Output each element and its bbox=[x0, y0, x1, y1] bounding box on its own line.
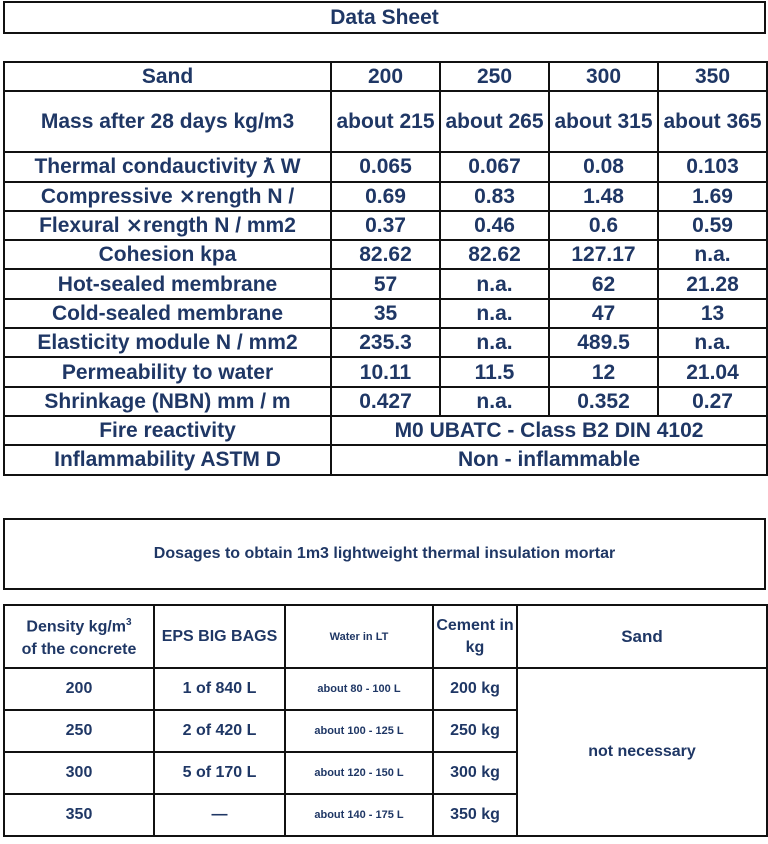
row-label: Shrinkage (NBN) mm / m bbox=[4, 387, 331, 416]
mass-row bbox=[4, 91, 767, 152]
value-cell: 0.427 bbox=[331, 387, 440, 416]
value-cell: n.a. bbox=[658, 240, 767, 269]
value-cell: 21.28 bbox=[658, 269, 767, 298]
page-title: Data Sheet bbox=[3, 1, 766, 34]
header-cell: 250 bbox=[440, 62, 549, 91]
density-cell: 300 bbox=[4, 752, 154, 794]
density-cell: 250 bbox=[4, 710, 154, 752]
value-cell: about 315 bbox=[549, 91, 658, 152]
water-cell: about 80 - 100 L bbox=[285, 668, 433, 710]
row-label: Inflammability ASTM D bbox=[4, 445, 331, 474]
eps-header: EPS BIG BAGS bbox=[154, 605, 285, 668]
value-cell: about 265 bbox=[440, 91, 549, 152]
row-label: Compressive ⨯rength N / bbox=[4, 182, 331, 211]
value-cell: about 365 bbox=[658, 91, 767, 152]
value-cell: 47 bbox=[549, 299, 658, 328]
cement-cell: 300 kg bbox=[433, 752, 517, 794]
table-row bbox=[4, 387, 767, 416]
value-cell: n.a. bbox=[440, 328, 549, 357]
row-label: Thermal condauctivity ƛ W bbox=[4, 152, 331, 181]
fire-row bbox=[4, 416, 767, 445]
cement-cell: 200 kg bbox=[433, 668, 517, 710]
value-cell: 0.067 bbox=[440, 152, 549, 181]
value-cell: 82.62 bbox=[440, 240, 549, 269]
value-cell: 1.48 bbox=[549, 182, 658, 211]
header-cell: 300 bbox=[549, 62, 658, 91]
table-row bbox=[4, 328, 767, 357]
eps-cell: 2 of 420 L bbox=[154, 710, 285, 752]
row-label: Cold-sealed membrane bbox=[4, 299, 331, 328]
value-cell: 0.6 bbox=[549, 211, 658, 240]
value-cell: 62 bbox=[549, 269, 658, 298]
water-cell: about 140 - 175 L bbox=[285, 794, 433, 836]
dosage-header-row bbox=[4, 605, 767, 668]
table-row bbox=[4, 299, 767, 328]
value-cell: 127.17 bbox=[549, 240, 658, 269]
value-cell: 0.46 bbox=[440, 211, 549, 240]
value-cell: 0.103 bbox=[658, 152, 767, 181]
density-header-line2: of the concrete bbox=[21, 640, 137, 658]
inflammability-row bbox=[4, 445, 767, 474]
value-cell: 489.5 bbox=[549, 328, 658, 357]
table-row bbox=[4, 269, 767, 298]
table-row bbox=[4, 240, 767, 269]
sand-cell: not necessary bbox=[517, 668, 767, 836]
density-header-line1: Density kg/m bbox=[26, 618, 127, 636]
value-cell: 35 bbox=[331, 299, 440, 328]
header-cell: 200 bbox=[331, 62, 440, 91]
row-label: Permeability to water bbox=[4, 357, 331, 386]
row-label: Cohesion kpa bbox=[4, 240, 331, 269]
row-label: Hot-sealed membrane bbox=[4, 269, 331, 298]
eps-cell: 5 of 170 L bbox=[154, 752, 285, 794]
value-cell: n.a. bbox=[440, 269, 549, 298]
table-row bbox=[4, 357, 767, 386]
row-label: Elasticity module N / mm2 bbox=[4, 328, 331, 357]
value-cell: 0.69 bbox=[331, 182, 440, 211]
value-cell: Non - inflammable bbox=[331, 445, 767, 474]
value-cell: n.a. bbox=[658, 328, 767, 357]
header-cell: Sand bbox=[4, 62, 331, 91]
properties-table bbox=[3, 61, 768, 476]
row-label: Mass after 28 days kg/m3 bbox=[4, 91, 331, 152]
table-row bbox=[4, 211, 767, 240]
row-label: Flexural ⨯rength N / mm2 bbox=[4, 211, 331, 240]
value-cell: 82.62 bbox=[331, 240, 440, 269]
eps-cell: — bbox=[154, 794, 285, 836]
density-cell: 200 bbox=[4, 668, 154, 710]
value-cell: 0.27 bbox=[658, 387, 767, 416]
value-cell: 0.352 bbox=[549, 387, 658, 416]
cement-cell: 250 kg bbox=[433, 710, 517, 752]
table-row bbox=[4, 152, 767, 181]
value-cell: 0.08 bbox=[549, 152, 658, 181]
value-cell: 10.11 bbox=[331, 357, 440, 386]
water-header: Water in LT bbox=[285, 605, 433, 668]
dosage-table bbox=[3, 604, 768, 837]
value-cell: 0.59 bbox=[658, 211, 767, 240]
value-cell: 21.04 bbox=[658, 357, 767, 386]
value-cell: 11.5 bbox=[440, 357, 549, 386]
dosage-title: Dosages to obtain 1m3 lightweight thermal insulation mortar bbox=[3, 518, 766, 590]
eps-cell: 1 of 840 L bbox=[154, 668, 285, 710]
row-label: Fire reactivity bbox=[4, 416, 331, 445]
value-cell: 235.3 bbox=[331, 328, 440, 357]
density-cell: 350 bbox=[4, 794, 154, 836]
value-cell: M0 UBATC - Class B2 DIN 4102 bbox=[331, 416, 767, 445]
value-cell: 57 bbox=[331, 269, 440, 298]
water-cell: about 100 - 125 L bbox=[285, 710, 433, 752]
value-cell: 12 bbox=[549, 357, 658, 386]
cement-header: Cement in kg bbox=[433, 605, 517, 668]
value-cell: 0.37 bbox=[331, 211, 440, 240]
value-cell: 0.83 bbox=[440, 182, 549, 211]
value-cell: n.a. bbox=[440, 387, 549, 416]
header-cell: 350 bbox=[658, 62, 767, 91]
water-cell: about 120 - 150 L bbox=[285, 752, 433, 794]
value-cell: about 215 bbox=[331, 91, 440, 152]
cement-cell: 350 kg bbox=[433, 794, 517, 836]
table-row bbox=[4, 182, 767, 211]
value-cell: 13 bbox=[658, 299, 767, 328]
table-row bbox=[4, 668, 767, 710]
value-cell: 1.69 bbox=[658, 182, 767, 211]
density-header-sup: 3 bbox=[126, 617, 132, 629]
sand-header: Sand bbox=[517, 605, 767, 668]
value-cell: n.a. bbox=[440, 299, 549, 328]
density-header bbox=[4, 605, 154, 668]
value-cell: 0.065 bbox=[331, 152, 440, 181]
properties-header-row bbox=[4, 62, 767, 91]
